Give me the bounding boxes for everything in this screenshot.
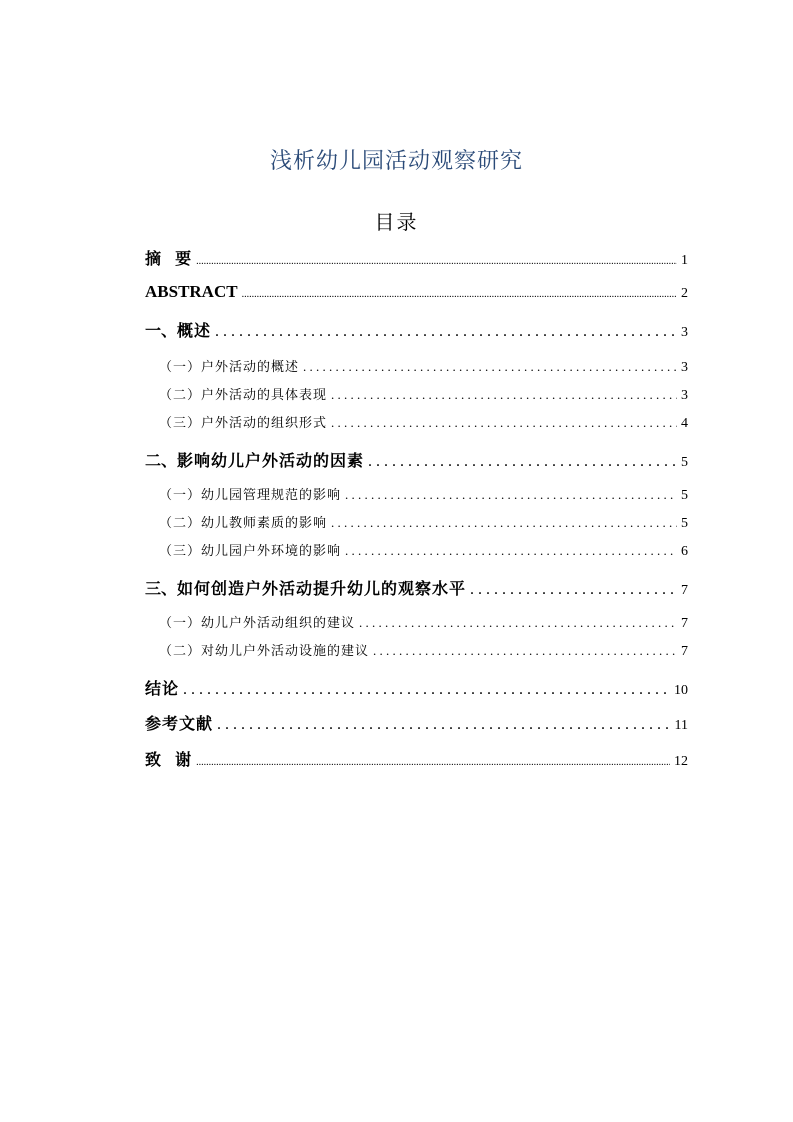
toc-entry-1-1[interactable] [145,356,688,376]
toc-entry-page: 2 [681,286,688,301]
toc-leader [368,453,677,471]
toc-entry-text: （一）幼儿园管理规范的影响 [159,488,342,503]
toc-entry-page: 6 [681,544,688,559]
toc-entry-text: 摘 要 [145,249,193,268]
toc-leader [345,543,677,559]
toc-entry-abstract-en[interactable] [145,282,688,302]
table-of-contents [145,0,688,1122]
toc-entry-page: 1 [681,253,688,268]
toc-entry-text: （三）幼儿园户外环境的影响 [159,544,342,559]
toc-entry-text: 概述 [177,321,212,340]
toc-entry-2-1[interactable] [145,484,688,504]
toc-entry-text: ABSTRACT [145,282,238,301]
toc-entry-text: （一）户外活动的概述 [159,360,300,375]
document-title: 浅析幼儿园活动观察研究 [269,149,523,174]
toc-entry-text: （一）幼儿户外活动组织的建议 [159,616,356,631]
toc-heading: 目录 [374,210,419,234]
toc-leader [331,515,677,531]
toc-entry-1-3[interactable] [145,412,688,432]
toc-entry-page: 3 [681,325,688,340]
toc-entry-text: 影响幼儿户外活动的因素 [177,451,365,470]
toc-entry-3-2[interactable] [145,640,688,660]
toc-entry-page: 3 [681,388,688,403]
toc-leader [359,615,677,631]
toc-entry-text: （三）户外活动的组织形式 [159,416,328,431]
toc-leader [183,681,670,699]
toc-entry-conclusion[interactable] [145,676,688,699]
toc-leader [217,716,671,734]
toc-leader [303,359,677,375]
toc-entry-page: 3 [681,360,688,375]
toc-entry-page: 10 [674,683,688,698]
toc-entry-number: 三、 [145,579,178,598]
toc-entry-number: 一、 [145,321,178,340]
toc-leader [331,415,677,431]
toc-leader [196,251,677,269]
toc-entry-text: 参考文献 [145,714,214,733]
toc-entry-text: （二）户外活动的具体表现 [159,388,328,403]
toc-leader [470,581,677,599]
toc-entry-2-3[interactable] [145,540,688,560]
toc-leader [196,752,670,770]
toc-entry-text: 结论 [145,679,180,698]
toc-entry-acknowledgements[interactable] [145,747,688,770]
toc-leader [242,282,677,302]
toc-entry-page: 4 [681,416,688,431]
toc-entry-page: 11 [674,718,688,733]
toc-leader [331,387,677,403]
toc-entry-page: 7 [681,616,688,631]
toc-entry-3-1[interactable] [145,612,688,632]
toc-entry-page: 5 [681,488,688,503]
toc-entry-page: 7 [681,644,688,659]
toc-entry-chapter-1[interactable] [145,318,688,341]
toc-entry-references[interactable] [145,711,688,734]
toc-entry-page: 12 [674,754,688,769]
toc-entry-number: 二、 [145,451,178,470]
toc-entry-text: 致 谢 [145,750,193,769]
toc-entry-text: 如何创造户外活动提升幼儿的观察水平 [177,579,467,598]
toc-entry-text: （二）幼儿教师素质的影响 [159,516,328,531]
toc-leader [373,643,677,659]
toc-entry-chapter-3[interactable] [145,576,688,599]
toc-entry-page: 5 [681,455,688,470]
toc-leader [345,487,677,503]
toc-entry-abstract-cn[interactable] [145,246,688,269]
toc-leader [215,323,677,341]
toc-entry-2-2[interactable] [145,512,688,532]
toc-entry-1-2[interactable] [145,384,688,404]
toc-entry-chapter-2[interactable] [145,448,688,471]
toc-entry-page: 5 [681,516,688,531]
toc-entry-page: 7 [681,583,688,598]
toc-entry-text: （二）对幼儿户外活动设施的建议 [159,644,370,659]
